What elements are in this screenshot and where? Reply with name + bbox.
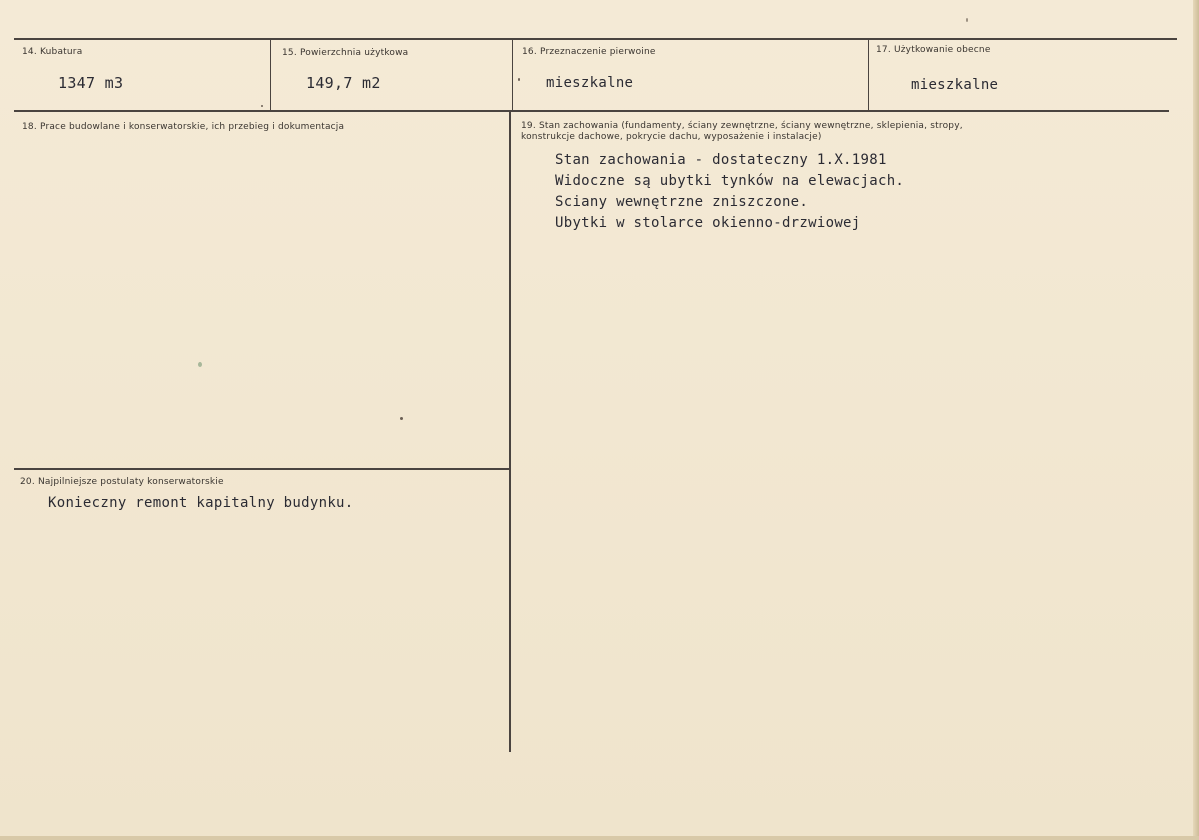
uzytkowanie-label: 17. Użytkowanie obecne <box>876 45 991 55</box>
top-rule <box>14 38 1177 40</box>
powierzchnia-value: 149,7 m2 <box>306 74 381 92</box>
divider-16-17 <box>868 40 869 112</box>
stan-zachowania-line: Stan zachowania - dostateczny 1.X.1981 <box>555 152 887 168</box>
stan-zachowania-notes <box>555 150 904 234</box>
przeznaczenie-value: mieszkalne <box>546 75 634 91</box>
stan-zachowania-line: Sciany wewnętrzne zniszczone. <box>555 194 809 210</box>
postulaty-label: 20. Najpilniejsze postulaty konserwatorskie <box>20 477 224 487</box>
paper-speck <box>400 417 403 420</box>
uzytkowanie-value: mieszkalne <box>911 77 999 93</box>
prace-budowlane-label: 18. Prace budowlane i konserwatorskie, ich przebieg i dokumentacja <box>22 122 345 132</box>
card-edge-right <box>1193 0 1199 840</box>
stan-zachowania-label: 19. Stan zachowania (fundamenty, ściany zewnętrzne, ściany wewnętrzne, sklepienia, stropy, konstrukcje dachowe, pokrycie dachu, wyposażenie i instalacje) <box>521 121 963 142</box>
paper-speck <box>198 362 202 367</box>
card-edge-bottom <box>0 836 1199 840</box>
kubatura-value: 1347 m3 <box>58 74 124 92</box>
paper-speck <box>261 105 263 107</box>
divider-main <box>509 112 511 752</box>
paper-speck <box>518 78 520 81</box>
przeznaczenie-label: 16. Przeznaczenie pierwoine <box>522 47 656 57</box>
powierzchnia-label: 15. Powierzchnia użytkowa <box>282 48 409 58</box>
section-18-bottom-rule <box>14 468 510 470</box>
postulaty-value: Konieczny remont kapitalny budynku. <box>48 495 354 511</box>
kubatura-label: 14. Kubatura <box>22 47 83 57</box>
divider-15-16 <box>512 40 513 112</box>
divider-14-15 <box>270 40 271 112</box>
paper-speck <box>966 18 968 22</box>
stan-zachowania-line: Widoczne są ubytki tynków na elewacjach. <box>555 173 905 189</box>
stan-zachowania-line: Ubytki w stolarce okienno-drzwiowej <box>555 215 861 231</box>
row1-bottom-rule <box>14 110 1169 112</box>
